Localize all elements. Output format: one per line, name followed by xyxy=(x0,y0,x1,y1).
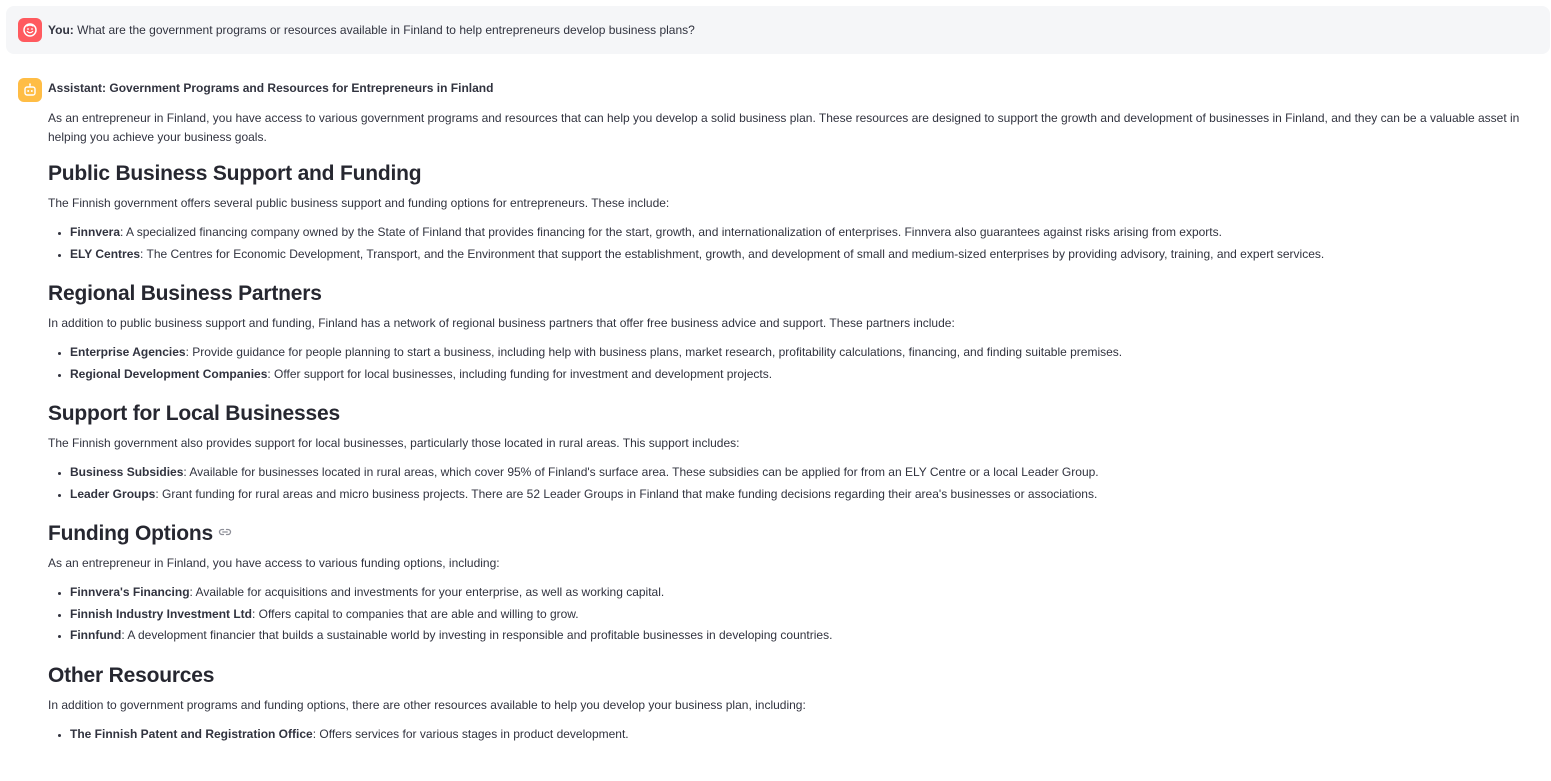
assistant-message xyxy=(48,80,1544,745)
section-list xyxy=(48,222,1544,265)
list-item-term: Business Subsidies xyxy=(70,465,184,479)
section-text: The Finnish government also provides support for local businesses, particularly those located in rural areas. This support includes: xyxy=(48,436,740,450)
list-item-term: Finnvera's Financing xyxy=(70,585,190,599)
assistant-title: Government Programs and Resources for Entrepreneurs in Finland xyxy=(109,81,494,95)
section-support-local-businesses xyxy=(48,401,1544,505)
list-item xyxy=(70,484,1544,506)
list-item-desc: : Offers capital to companies that are able and willing to grow. xyxy=(252,606,579,621)
list-item-desc: : A development financier that builds a sustainable world by investing in responsible and profitable businesses in developing countries. xyxy=(121,628,833,642)
list-item xyxy=(70,604,1544,626)
user-question: What are the government programs or resources available in Finland to help entrepreneurs develop business plans? xyxy=(77,23,695,37)
list-item-term: Finnfund xyxy=(70,628,122,642)
link-icon[interactable] xyxy=(218,520,232,546)
section-list xyxy=(48,462,1544,505)
list-item xyxy=(70,724,1544,746)
list-item-desc: : Available for acquisitions and investments for your enterprise, as well as working capital. xyxy=(189,585,665,599)
list-item-term: ELY Centres xyxy=(70,246,141,261)
list-item-term: Enterprise Agencies xyxy=(70,345,186,359)
list-item-desc: : Grant funding for rural areas and micro business projects. There are 52 Leader Groups in Finland that make funding decisions regarding their area's businesses or associations. xyxy=(155,486,1098,501)
section-text: In addition to government programs and funding options, there are other resources available to help you develop your business plan, including: xyxy=(48,697,806,712)
section-public-business-support xyxy=(48,161,1544,265)
list-item xyxy=(70,462,1544,484)
section-funding-options xyxy=(48,521,1544,647)
section-heading: Public Business Support and Funding xyxy=(48,162,422,185)
section-regional-business-partners xyxy=(48,281,1544,385)
user-message xyxy=(6,6,1550,54)
user-label: You: xyxy=(48,23,74,37)
list-item-term: Finnish Industry Investment Ltd xyxy=(70,606,253,621)
list-item-desc: : Offer support for local businesses, including funding for investment and development projects. xyxy=(267,366,773,381)
section-list xyxy=(48,342,1544,385)
assistant-intro: As an entrepreneur in Finland, you have access to various government programs and resources that can help you develop a solid business plan. These resources are designed to support the growth and development of businesses in Finland, and they can be a valuable asset in helping you achieve your business goals. xyxy=(48,111,1520,144)
list-item xyxy=(70,625,1544,647)
list-item xyxy=(70,222,1544,244)
section-heading: Support for Local Businesses xyxy=(48,402,340,425)
section-heading-text: Funding Options xyxy=(48,522,213,545)
section-heading: Regional Business Partners xyxy=(48,282,322,305)
assistant-title-line xyxy=(48,80,1544,96)
section-list xyxy=(48,582,1544,647)
section-text: In addition to public business support and funding, Finland has a network of regional business partners that offer free business advice and support. These partners include: xyxy=(48,316,955,330)
section-text: As an entrepreneur in Finland, you have access to various funding options, including: xyxy=(48,556,500,570)
list-item-desc: : The Centres for Economic Development, Transport, and the Environment that support the establishment, growth, and development of small and medium-sized enterprises by providing advisory, training, and expert services. xyxy=(140,246,1325,261)
list-item-desc: : Provide guidance for people planning to start a business, including help with business plans, market research, profitability calculations, financing, and finding suitable premises. xyxy=(185,345,1123,359)
user-avatar-icon xyxy=(18,18,42,42)
assistant-label: Assistant: xyxy=(48,81,107,95)
list-item-desc: : A specialized financing company owned by the State of Finland that provides financing for the start, growth, and internationalization of enterprises. Finnvera also guarantees against risks arising from exports. xyxy=(120,225,1222,239)
user-message-text xyxy=(48,23,695,37)
list-item-term: Leader Groups xyxy=(70,486,156,501)
list-item xyxy=(70,582,1544,604)
section-heading xyxy=(48,521,1544,547)
robot-icon xyxy=(18,78,42,102)
list-item-term: Finnvera xyxy=(70,225,121,239)
section-text: The Finnish government offers several public business support and funding options for entrepreneurs. These include: xyxy=(48,196,670,210)
section-list xyxy=(48,724,1544,746)
list-item xyxy=(70,364,1544,386)
list-item-term: The Finnish Patent and Registration Office xyxy=(70,726,313,741)
list-item-term: Regional Development Companies xyxy=(70,366,268,381)
section-heading: Other Resources xyxy=(48,663,215,687)
section-other-resources xyxy=(48,663,1544,746)
list-item-desc: : Offers services for various stages in product development. xyxy=(312,726,629,741)
list-item-desc: : Available for businesses located in rural areas, which cover 95% of Finland's surface area. These subsidies can be applied for from an ELY Centre or a local Leader Group. xyxy=(183,465,1099,479)
list-item xyxy=(70,244,1544,266)
list-item xyxy=(70,342,1544,364)
